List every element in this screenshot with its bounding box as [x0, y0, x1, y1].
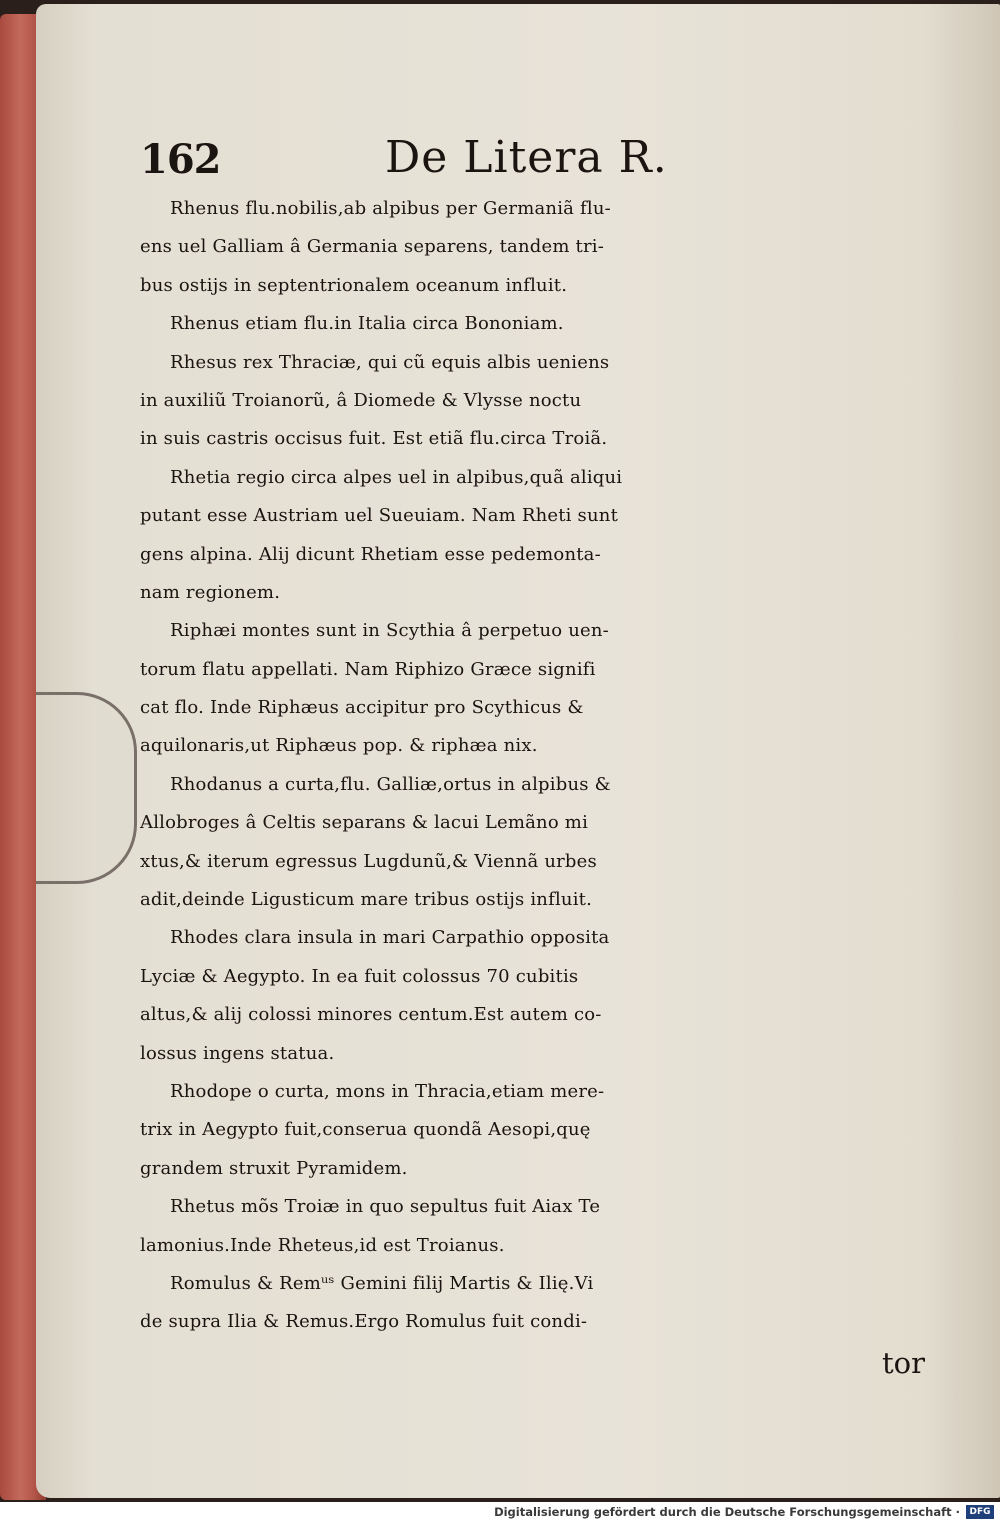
text-line: lamonius.Inde Rheteus,id est Troianus.: [140, 1234, 505, 1256]
running-title: De Litera R.: [385, 132, 668, 183]
text-line: bus ostijs in septentrionalem oceanum influit.: [140, 274, 568, 296]
text-line: in suis castris occisus fuit. Est etiã flu.circa Troiã.: [140, 428, 608, 450]
text-line: Romulus & Remᵘˢ Gemini filij Martis & Ilię.Vi: [170, 1272, 594, 1294]
text-line: altus,& alij colossi minores centum.Est autem co-: [140, 1004, 602, 1026]
text-line: putant esse Austriam uel Sueuiam. Nam Rheti sunt: [140, 505, 619, 527]
text-line: de supra Ilia & Remus.Ergo Romulus fuit condi-: [140, 1311, 588, 1333]
text-line: Rhetus mõs Troiæ in quo sepultus fuit Aiax Te: [170, 1196, 601, 1218]
text-line: xtus,& iterum egressus Lugdunũ,& Viennã urbes: [140, 850, 597, 872]
funding-credit: Digitalisierung gefördert durch die Deutsche Forschungsgemeinschaft ·: [494, 1505, 960, 1519]
text-line: Allobroges â Celtis separans & lacui Lemãno mi: [140, 812, 589, 834]
catchword: tor: [882, 1346, 925, 1380]
text-line: cat flo. Inde Riphæus accipitur pro Scythicus &: [140, 697, 584, 719]
text-line: nam regionem.: [140, 581, 281, 603]
text-line: gens alpina. Alij dicunt Rhetiam esse pedemonta-: [140, 543, 601, 565]
text-line: Rhetia regio circa alpes uel in alpibus,quã aliqui: [170, 466, 623, 488]
text-line: lossus ingens statua.: [140, 1042, 335, 1064]
text-line: Rhodes clara insula in mari Carpathio opposita: [170, 927, 610, 949]
page-header: [140, 128, 700, 188]
text-line: Rhenus flu.nobilis,ab alpibus per Germaniã flu-: [170, 198, 611, 219]
text-block: [140, 190, 940, 1342]
text-line: Lyciæ & Aegypto. In ea fuit colossus 70 cubitis: [140, 965, 579, 987]
text-line: aquilonaris,ut Riphæus pop. & riphæa nix.: [140, 735, 538, 757]
text-line: Rhodanus a curta,flu. Galliæ,ortus in alpibus &: [170, 773, 611, 795]
page-clip: [36, 692, 137, 884]
text-line: in auxiliũ Troianorũ, â Diomede & Vlysse noctu: [140, 389, 582, 411]
text-line: ens uel Galliam â Germania separens, tandem tri-: [140, 236, 604, 258]
text-line: trix in Aegypto fuit,conserua quondã Aesopi,quę: [140, 1119, 591, 1141]
text-line: Rhesus rex Thraciæ, qui cũ equis albis ueniens: [170, 351, 610, 373]
text-line: grandem struxit Pyramidem.: [140, 1157, 408, 1179]
text-line: Rhodope o curta, mons in Thracia,etiam mere-: [170, 1080, 605, 1102]
text-line: torum flatu appellati. Nam Riphizo Græce signifi: [140, 658, 596, 680]
page-number: 162: [140, 136, 221, 183]
dfg-logo: DFG: [966, 1505, 994, 1519]
text-line: adit,deinde Ligusticum mare tribus ostijs influit.: [140, 889, 593, 911]
text-line: Rhenus etiam flu.in Italia circa Bononiam.: [170, 313, 564, 335]
text-line: Riphæi montes sunt in Scythia â perpetuo uen-: [170, 620, 609, 642]
footer-bar: [0, 1502, 1000, 1523]
